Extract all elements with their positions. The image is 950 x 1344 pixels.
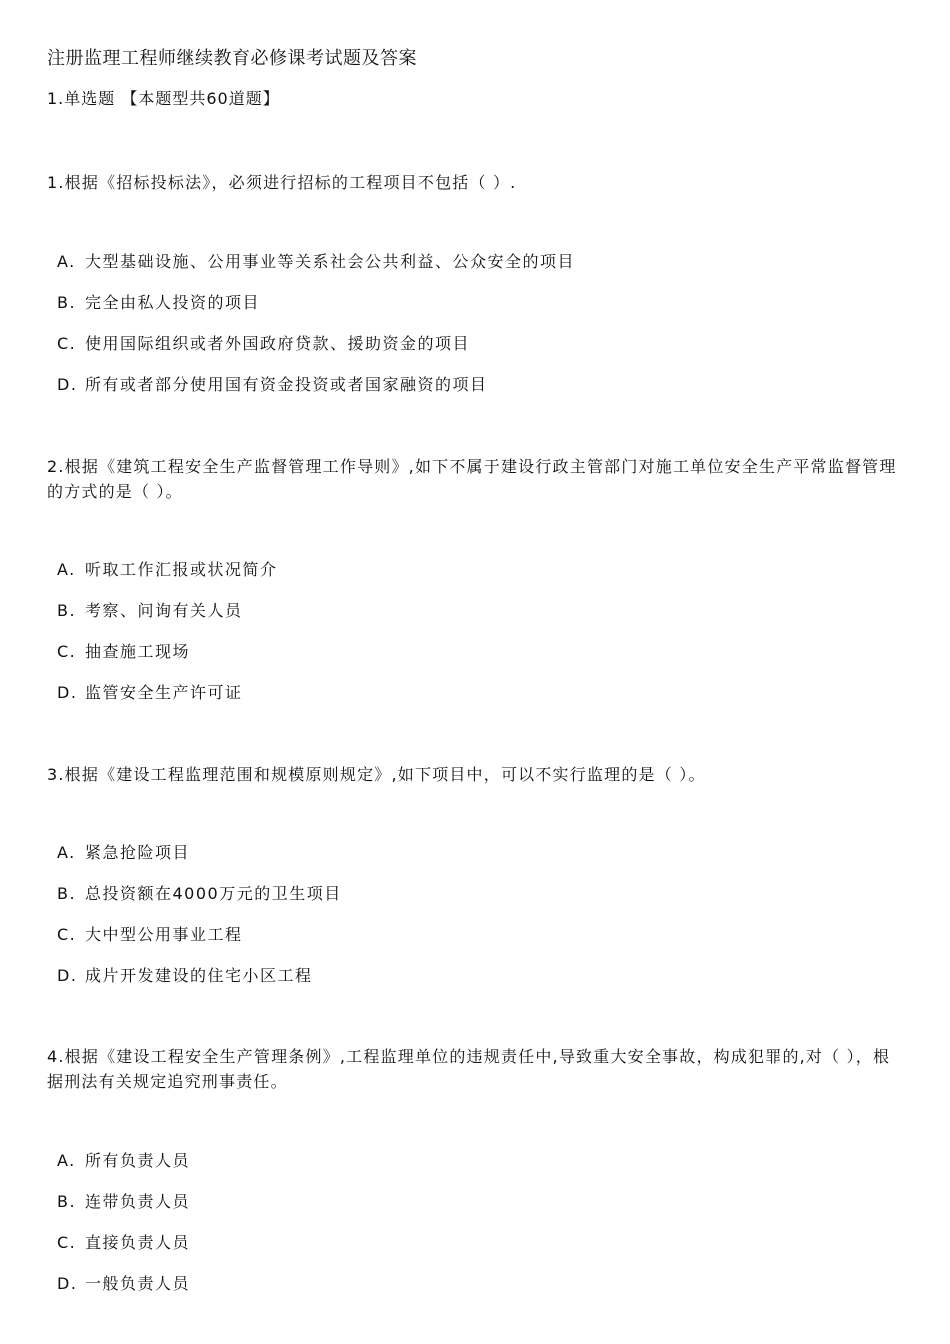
section-heading: 1.单选题 【本题型共60道题】	[47, 89, 280, 108]
option-c	[57, 925, 342, 966]
option-letter: B.	[57, 1192, 77, 1211]
option-b	[57, 884, 342, 925]
option-text: 抽查施工现场	[85, 642, 191, 661]
question-stem: 3.根据《建设工程监理范围和规模原则规定》,如下项目中，可以不实行监理的是（ ）。	[47, 765, 706, 784]
document-title: 注册监理工程师继续教育必修课考试题及答案	[47, 48, 417, 69]
option-text: 听取工作汇报或状况简介	[85, 560, 278, 579]
question-stem: 2.根据《建筑工程安全生产监督管理工作导则》,如下不属于建设行政主管部门对施工单位安全生产平常监督管理的方式的是（ ）。	[47, 457, 897, 501]
option-b	[57, 601, 278, 642]
option-list	[57, 843, 342, 1007]
option-letter: A.	[57, 560, 76, 579]
option-a	[57, 560, 278, 601]
option-a	[57, 252, 575, 293]
option-a	[57, 843, 342, 884]
question-3	[47, 762, 907, 985]
option-text: 大型基础设施、公用事业等关系社会公共利益、公众安全的项目	[85, 252, 576, 271]
option-letter: A.	[57, 252, 76, 271]
option-text: 连带负责人员	[85, 1192, 191, 1211]
option-letter: D.	[57, 683, 78, 702]
option-text: 直接负责人员	[85, 1233, 191, 1252]
option-letter: D.	[57, 1274, 78, 1293]
question-stem: 1.根据《招标投标法》，必须进行招标的工程项目不包括（ ）.	[47, 173, 517, 192]
option-text: 考察、问询有关人员	[85, 601, 243, 620]
question-4	[47, 1044, 907, 1293]
option-c	[57, 642, 278, 683]
option-text: 总投资额在4000万元的卫生项目	[85, 884, 342, 903]
option-letter: C.	[57, 925, 77, 944]
option-text: 成片开发建设的住宅小区工程	[85, 966, 313, 985]
option-letter: C.	[57, 642, 77, 661]
option-letter: C.	[57, 334, 77, 353]
option-d	[57, 375, 575, 416]
option-text: 所有或者部分使用国有资金投资或者国家融资的项目	[85, 375, 488, 394]
option-c	[57, 334, 575, 375]
option-a	[57, 1151, 190, 1192]
option-letter: A.	[57, 1151, 76, 1170]
option-list	[57, 1151, 190, 1315]
option-d	[57, 683, 278, 724]
option-b	[57, 293, 575, 334]
option-c	[57, 1233, 190, 1274]
option-letter: B.	[57, 884, 77, 903]
option-list	[57, 560, 278, 724]
option-list	[57, 252, 575, 416]
option-d	[57, 966, 342, 1007]
option-letter: C.	[57, 1233, 77, 1252]
question-2	[47, 454, 907, 702]
option-d	[57, 1274, 190, 1315]
option-letter: B.	[57, 601, 77, 620]
option-text: 所有负责人员	[85, 1151, 191, 1170]
option-text: 一般负责人员	[85, 1274, 191, 1293]
option-text: 完全由私人投资的项目	[85, 293, 261, 312]
question-stem: 4.根据《建设工程安全生产管理条例》,工程监理单位的违规责任中,导致重大安全事故，构成犯罪的,对（ ），根据刑法有关规定追究刑事责任。	[47, 1047, 891, 1091]
option-text: 紧急抢险项目	[85, 843, 191, 862]
question-1	[47, 170, 907, 394]
option-b	[57, 1192, 190, 1233]
option-letter: A.	[57, 843, 76, 862]
option-text: 使用国际组织或者外国政府贷款、援助资金的项目	[85, 334, 471, 353]
option-text: 大中型公用事业工程	[85, 925, 243, 944]
option-letter: B.	[57, 293, 77, 312]
option-letter: D.	[57, 375, 78, 394]
option-text: 监管安全生产许可证	[85, 683, 243, 702]
option-letter: D.	[57, 966, 78, 985]
